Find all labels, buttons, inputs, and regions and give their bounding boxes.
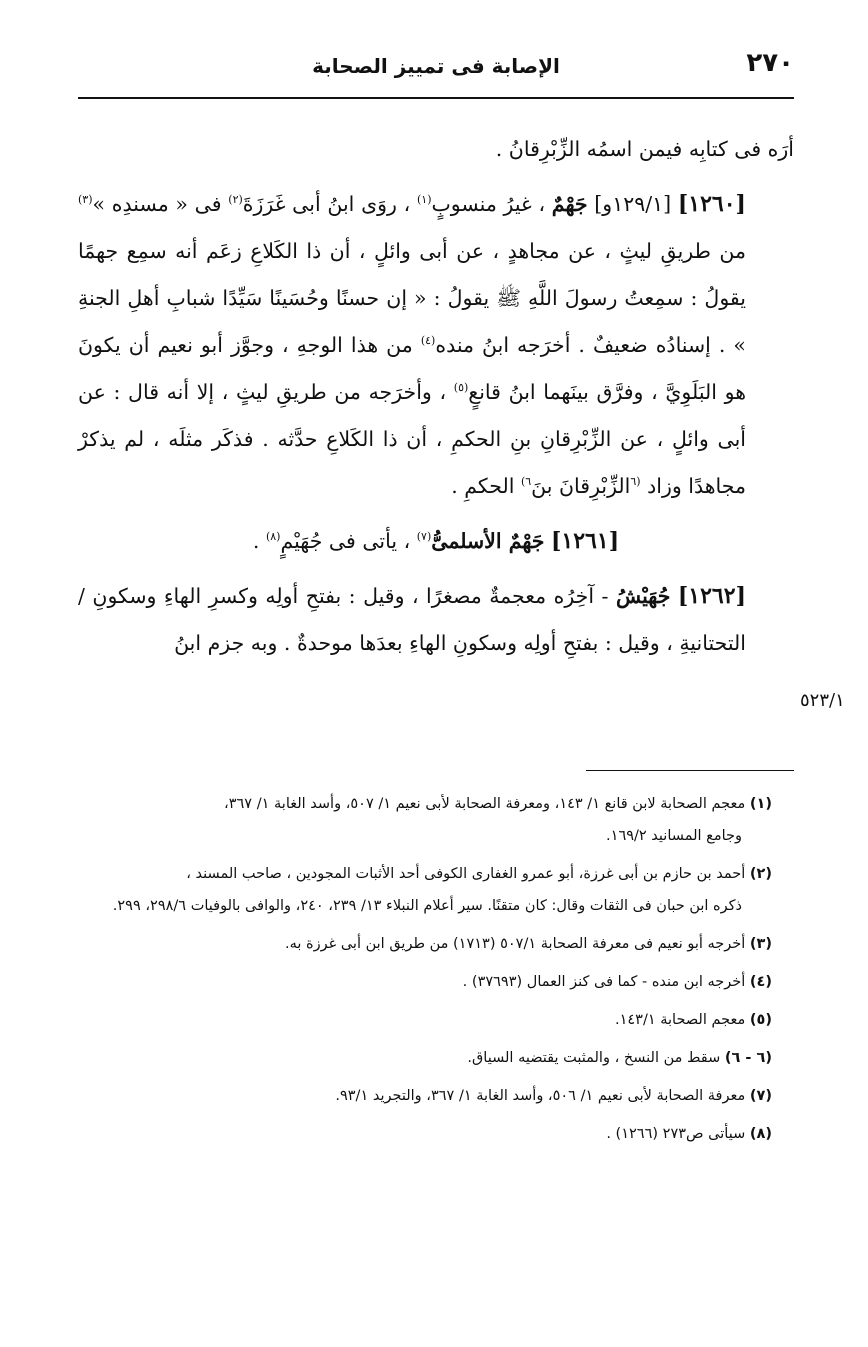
entry-number: [١٢٦٠] (677, 191, 746, 217)
footnote-ref: (٨) (265, 530, 281, 544)
footnote-marker: (٣) (749, 936, 772, 952)
main-text (78, 126, 794, 667)
footnotes (82, 788, 772, 1156)
footnote: (٤) أخرجه ابن منده - كما فى كنز العمال (٣٧٦٩٣) . (462, 974, 772, 990)
entry-name: جَهْمٌ الأسلمىُّ (431, 529, 545, 553)
header-rule (78, 97, 794, 99)
page-number: ٢٧٠ (746, 48, 794, 78)
entry-number: [١٢٦٢] (677, 583, 746, 609)
footnote-ref: (٣) (78, 193, 93, 207)
footnote-ref: ٦) (520, 475, 532, 489)
footnote: (٣) أخرجه أبو نعيم فى معرفة الصحابة ٥٠٧/١ (١٧١٣) من طريق ابن أبى غرزة به. (285, 936, 772, 952)
margin-reference: ٥٢٣/١ (800, 690, 845, 711)
footnote-ref: (٢) (228, 193, 243, 207)
footnote-ref: (٥) (453, 381, 469, 395)
entry-number: [١٢٦١] (551, 528, 620, 554)
footnote: (٨) سيأتى ص٢٧٣ (١٢٦٦) . (606, 1126, 772, 1142)
footnote-ref: (٦ (630, 475, 641, 489)
footnote-ref: (٤) (420, 334, 436, 348)
footnote: (٥) معجم الصحابة ١٤٣/١. (614, 1012, 772, 1028)
entry-name: جُهَيْشُ (615, 584, 671, 608)
footnote-ref: (١) (416, 193, 432, 207)
footnote: (٧) معرفة الصحابة لأبى نعيم ١/ ٥٠٦، وأسد الغابة ١/ ٣٦٧، والتجريد ٩٣/١. (335, 1088, 772, 1104)
footnote-rule (586, 770, 794, 771)
footnote-marker: (١) (749, 796, 772, 812)
text-line-continuation: أرَه فى كتابِه فيمن اسمُه الزِّبْرِقانُ . (495, 137, 794, 161)
footnote-marker: (٥) (749, 1012, 772, 1028)
footnote-marker: (٢) (749, 866, 772, 882)
manuscript-ref: [١٢٩/١و] (594, 192, 672, 216)
footnote: (٦ - ٦) سقط من النسخ ، والمثبت يقتضيه السياق. (467, 1050, 772, 1066)
footnote-marker: (٤) (749, 974, 772, 990)
footnote-ref: (٧) (416, 530, 432, 544)
footnote: (٢) أحمد بن حازم بن أبى غرزة، أبو عمرو الغفارى الكوفى أحد الأثبات المجودين ، صاحب المسند ، ذكره ابن حبان فى الثقات وقال: كان متقنًا. سير أعلام النبلاء ١٣/ ٢٣٩، ٢٤٠، والوافى بالوفيات ٢٩٨/٦، ٢٩٩. (112, 866, 772, 914)
entry-1260: [١٢٦٠] [١٢٩/١و] جَهْمٌ ، غيرُ منسوبٍ$^{(١)}$ ، روَى ابنُ أبى غَرَزَةَ$^{(٢)}$ فى « مسندِه »$^{(٣)}$ من طريقِ ليثٍ ، عن مجاهدٍ ، عن أبى وائلٍ ، أن ذا الكَلاعِ زعَم أنه سمِع جهمًا يقولُ : سمِعتُ رسولَ اللَّهِ ﷺ يقولُ : « إن حسنًا وحُسَينًا سَيِّدًا شبابِ أهلِ الجنةِ » . إسنادُه ضعيفٌ . أخرَجه ابنُ منده$^{(٤)}$ من هذا الوجهِ ، وجوَّز أبو نعيم أن يكونَ هو البَلَوِيَّ ، وفرَّق بينَهما ابنُ قانعٍ$^{(٥)}$ ، وأخرَجه من طريقِ ليثٍ ، إلا أنه قال : عن أبى وائلٍ ، عن الزِّبْرِقانِ بنِ الحكمِ ، أن ذا الكَلاعِ حدَّثه . فذكَر مثلَه ، لم يذكرْ مجاهدًا وزاد $^{(٦}$الزِّبْرِقانَ بنَ$^{٦)}$ الحكمِ . (78, 191, 746, 498)
footnote-marker: (٧) (749, 1088, 772, 1104)
footnote-marker: (٨) (749, 1126, 772, 1142)
running-title: الإصابة فى تمييز الصحابة (312, 54, 560, 78)
entry-1261: [١٢٦١] جَهْمٌ الأسلمىُّ$^{(٧)}$ ، يأتى فى جُهَيْمٍ$^{(٨)}$ . (252, 528, 620, 554)
entry-name: جَهْمٌ (551, 192, 588, 216)
footnote-marker: (٦ - ٦) (724, 1050, 772, 1066)
running-header (78, 44, 794, 94)
footnote: (١) معجم الصحابة لابن قانع ١/ ١٤٣، ومعرفة الصحابة لأبى نعيم ١/ ٥٠٧، وأسد الغابة ١/ ٣٦٧، وجامع المسانيد ١٦٩/٢. (224, 796, 772, 844)
entry-1262: [١٢٦٢] جُهَيْشُ - آخِرُه معجمةٌ مصغرًا ، وقيل : بفتحِ أولِه وكسرِ الهاءِ وسكونِ / التحتانيةِ ، وقيل : بفتحِ أولِه وسكونِ الهاءِ بعدَها موحدةٌ . وبه جزم ابنُ (78, 583, 746, 655)
